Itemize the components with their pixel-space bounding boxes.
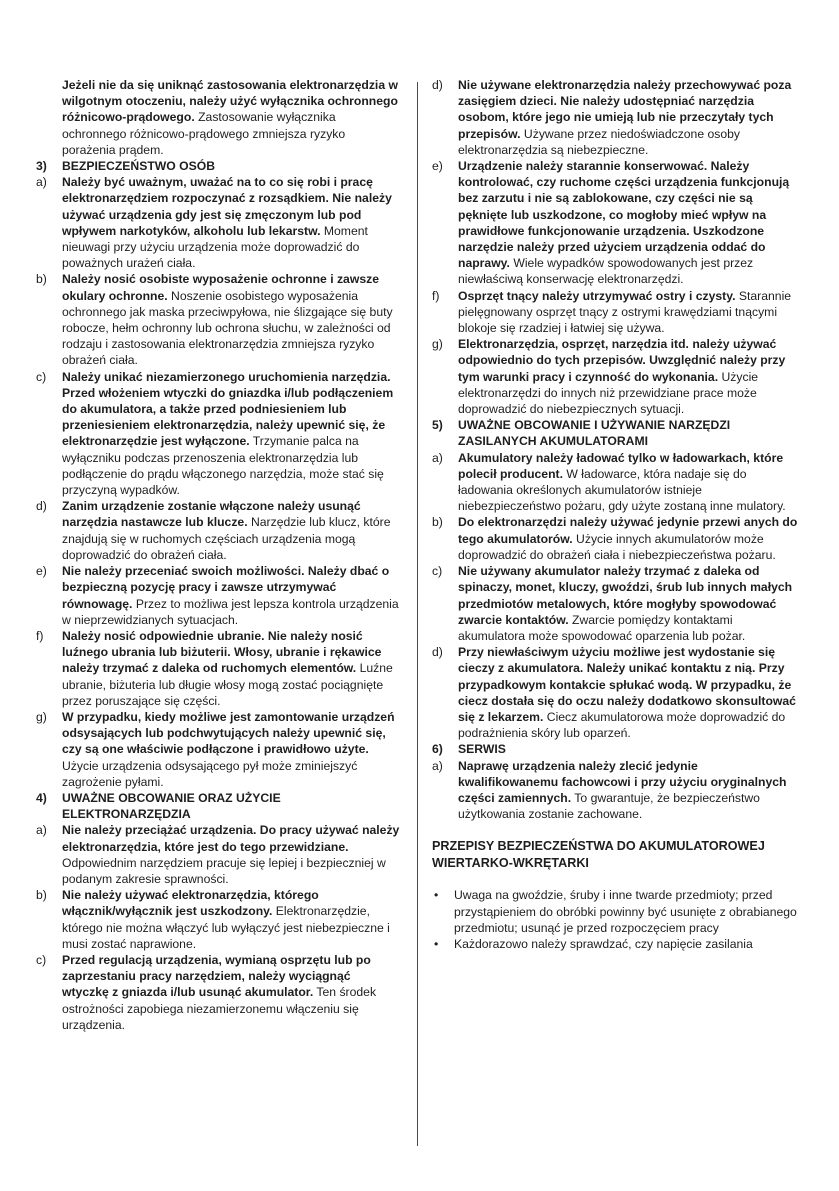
safety-item-4e: e) Urządzenie należy starannie konserwować. Należy kontrolować, czy ruchome części urządzenia funkcjonują bez zarzutu i nie są zablokowane, czy części nie są pęknięte lub uszkodzone, co mogłoby mieć wpływ na prawidłowe funkcjonowanie urządzenia. Uszkodzone narzędzie należy przed użyciem urządzenia oddać do naprawy. Wiele wypadków spowodowanych jest przez niewłaściwą konserwację elektronarzędzi. bbox=[432, 159, 790, 287]
safety-item-3d: d) Zanim urządzenie zostanie włączone należy usunąć narzędzia nastawcze lub klucze. Narzędzie lub klucz, które znajdują się w ruchomych częściach urządzenia mogą doprowadzić do obrażeń ciała. bbox=[36, 499, 391, 562]
section-6-heading: 6) SERWIS bbox=[432, 742, 506, 757]
bullet-item: • Każdorazowo należy sprawdzać, czy napięcie zasilania bbox=[434, 936, 753, 951]
safety-item-5d: d) Przy niewłaściwym użyciu możliwe jest wydostanie się cieczy z akumulatora. Należy unikać kontaktu z nią. Przy przypadkowym kontakcie spłukać wodą. W przypadku, że ciecz dostała się do oczu należy dodatkowo skonsultować się z lekarzem. Ciecz akumulatorowa może doprowadzić do podrażnienia skóry lub oparzeń. bbox=[432, 645, 796, 741]
safety-item-3a: a) Należy być uważnym, uważać na to co się robi i pracę elektronarzędziem rozpoczynać z rozsądkiem. Nie należy używać urządzenia gdy jest się zmęczonym lub pod wpływem narkotyków, alkoholu lub lekarstw. Moment nieuwagi przy użyciu urządzenia może doprowadzić do poważnych urażeń ciała. bbox=[36, 175, 392, 271]
left-column bbox=[36, 77, 400, 1033]
safety-item-4g: g) Elektronarzędzia, osprzęt, narzędzia itd. należy używać odpowiednio do tych przepisów. Uwzględnić należy przy tym warunki pracy i czynność do wykonania. Użycie elektronarzędzi do innych niż przewidziane prace może doprowadzić do niebezpiecznych sytuacji. bbox=[432, 337, 786, 417]
safety-item-3f: f) Należy nosić odpowiednie ubranie. Nie należy nosić luźnego ubrania lub biżuterii. Włosy, ubranie i rękawice należy trzymać z daleka od ruchomych elementów. Luźne ubranie, biżuteria lub długie włosy mogą zostać pociągnięte przez poruszające się części. bbox=[36, 628, 393, 708]
safety-item-4d: d) Nie używane elektronarzędzia należy przechowywać poza zasięgiem dzieci. Nie należy udostępniać narzędzia osobom, które jego nie umieją lub nie przeczytały tych przepisów. Używane przez niedoświadczone osoby elektronarzędzia są niebezpieczne. bbox=[432, 78, 792, 157]
safety-item-3e: e) Nie należy przeceniać swoich możliwości. Należy dbać o bezpieczną pozycję pracy i zawsze utrzymywać równowagę. Przez to możliwa jest lepsza kontrola urządzenia w nieprzewidzianych sytuacjach. bbox=[36, 564, 399, 627]
drill-safety-heading: PRZEPISY BEZPIECZEŃSTWA DO AKUMULATOROWEJ WIERTARKO-WKRĘTARKI bbox=[432, 839, 765, 870]
safety-item-4b: b) Nie należy używać elektronarzędzia, którego włącznik/wyłącznik jest uszkodzony. Elektronarzędzie, którego nie można włączyć lub wyłączyć jest niebezpieczne i musi zostać naprawione. bbox=[36, 888, 390, 951]
section-4-heading: 4) UWAŻNE OBCOWANIE ORAZ UŻYCIE ELEKTRONARZĘDZIA bbox=[36, 790, 281, 822]
safety-item-4f: f) Osprzęt tnący należy utrzymywać ostry i czysty. Starannie pielęgnowany osprzęt tnący z ostrymi krawędziami tnącymi blokoje się rzadziej i łatwiej się używa. bbox=[432, 288, 792, 336]
safety-item-4a: a) Nie należy przeciążać urządzenia. Do pracy używać należy elektronarzędzia, które jest do tego przewidziane. Odpowiednim narzędziem pracuje się lepiej i bezpieczniej w podanym zakresie sprawności. bbox=[36, 823, 400, 886]
safety-item-3g: g) W przypadku, kiedy możliwe jest zamontowanie urządzeń odsysających lub podchwytujących należy upewnić się, czy są one właściwie podłączone i prawidłowo użyte. Użycie urządzenia odsysającego pył może zminiejszyć zagrożenie pyłami. bbox=[36, 709, 395, 789]
bullet-icon: • bbox=[434, 936, 439, 951]
column-divider bbox=[417, 82, 418, 1146]
intro-paragraph: Jeżeli nie da się uniknąć zastosowania elektronarzędzia w wilgotnym otoczeniu, należy użyć wyłącznika ochronnego różnicowo-prądowego. Zastosowanie wyłącznika ochronnego różnicowo-prądowego zmniejsza ryzyko porażenia prądem. bbox=[62, 78, 398, 157]
safety-item-4c: c) Przed regulacją urządzenia, wymianą osprzętu lub po zaprzestaniu pracy narzędziem, należy wyciągnąć wtyczkę z gniazda i/lub usunąć akumulator. Ten środek ostrożności zapobiega niezamierzonemu włączeniu się urządzenia. bbox=[36, 952, 377, 1032]
section-5-heading: 5) UWAŻNE OBCOWANIE I UŻYWANIE NARZĘDZI ZASILANYCH AKUMULATORAMI bbox=[432, 418, 731, 449]
safety-item-5a: a) Akumulatory należy ładować tylko w ładowarkach, które polecił producent. W ładowarce, która nadaje się do ładowania określonych akumulatorów istnieje niebezpieczeństwo pożaru, gdy użyte zostaną inne mulatory. bbox=[432, 450, 786, 514]
safety-item-5b: b) Do elektronarzędzi należy używać jedynie przewi anych do tego akumulatorów. Użycie innych akumulatorów może doprowadzić do obrażeń ciała i niebezpieczeństwa pożaru. bbox=[432, 515, 798, 562]
bullet-icon: • bbox=[434, 888, 439, 903]
safety-item-5c: c) Nie używany akumulator należy trzymać z daleka od spinaczy, monet, kluczy, gwoździ, śrub lub innych małych przedmiotów metalowych, które mogłyby spowodować zwarcie kontaktów. Zwarcie pomiędzy kontaktami akumulatora może spowodować oparzenia lub pożar. bbox=[432, 564, 793, 643]
right-column bbox=[432, 77, 798, 952]
section-3-heading: 3) BEZPIECZEŃSTWO OSÓB bbox=[36, 159, 216, 174]
safety-item-6a: a) Naprawę urządzenia należy zlecić jedynie kwalifikowanemu fachowcowi i przy użyciu oryginalnych części zamiennych. To gwarantuje, że bezpieczeństwo użytkowania zostanie zachowane. bbox=[432, 758, 787, 822]
safety-item-3c: c) Należy unikać niezamierzonego uruchomienia narzędzia. Przed włożeniem wtyczki do gniazdka i/lub podłączeniem do akumulatora, a także przed podniesieniem lub przeniesieniem elektronarzędzia, należy upewnić się, że elektronarzędzie jest wyłączone. Trzymanie palca na wyłączniku podczas przenoszenia elektronarzędzia lub podłączenie do prądu włączonego narzędzia, może stać się przyczyną wypadków. bbox=[36, 369, 394, 498]
bullet-item: • Uwaga na gwoździe, śruby i inne twarde przedmioty; przed przystąpieniem do obróbki powinny być usunięte z obrabianego przedmiotu; usunąć je przed rozpoczęciem pracy bbox=[434, 888, 797, 935]
safety-item-3b: b) Należy nosić osobiste wyposażenie ochronne i zawsze okulary ochronne. Noszenie osobistego wyposażenia ochronnego jak maska przeciwpyłowa, nie ślizgające się buty robocze, hełm ochronny lub ochrona słuchu, w zależności od rodzaju i zastosowania elektronarzędzia zmniejsza ryzyko obrażeń ciała. bbox=[36, 272, 393, 368]
